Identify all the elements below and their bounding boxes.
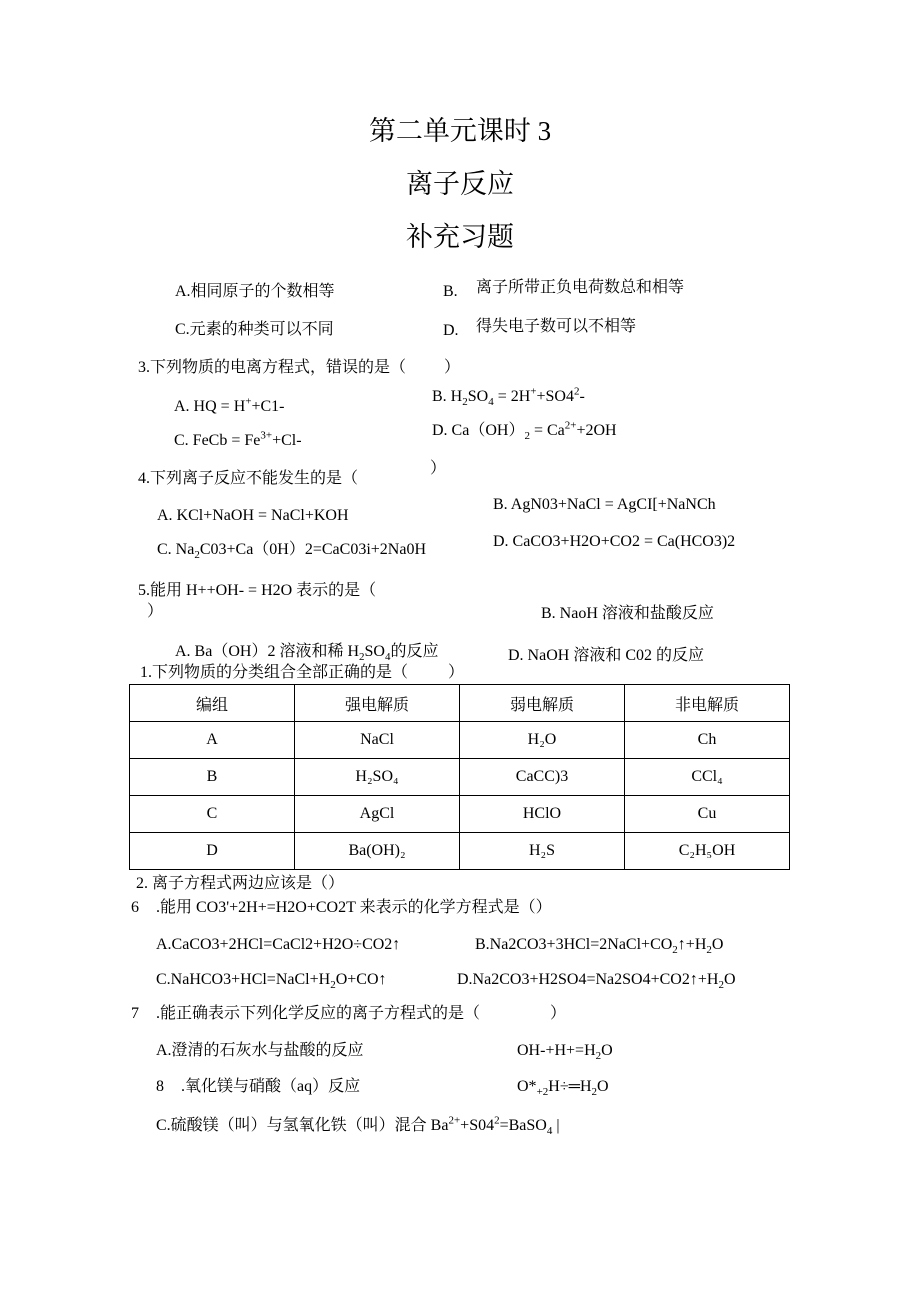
q7-option-c: C.硫酸镁（叫）与氢氧化铁（叫）混合 $Ba^{2+}+S04^2=BaSO_4$ | bbox=[156, 1114, 560, 1138]
q5-paren: ） bbox=[147, 603, 164, 620]
title-lesson: 第二单元课时 3 bbox=[368, 116, 552, 146]
q7-option-b: .氧化镁与硝酸（aq）反应 bbox=[181, 1078, 361, 1095]
classification-table bbox=[129, 684, 790, 870]
table-cell: B bbox=[130, 759, 295, 796]
q3-option-c: C. FeCb = $Fe^{3+}+Cl-$ bbox=[174, 429, 302, 449]
table-row bbox=[130, 833, 790, 870]
table-cell: Ba(OH)₂ bbox=[295, 833, 460, 870]
table-row bbox=[130, 796, 790, 833]
q2-option-d: 得失电子数可以不相等 bbox=[476, 318, 637, 335]
table-row bbox=[130, 722, 790, 759]
q6-number: 6 bbox=[131, 899, 139, 916]
q3-option-d: D. $Ca(OH)_2 = Ca^{2+}+2OH$ bbox=[432, 419, 617, 443]
q3-option-a: A. HQ = H++C1- bbox=[174, 395, 285, 415]
table-header-row bbox=[130, 685, 790, 722]
q1-stem: 1.下列物质的分类组合全部正确的是（ ） bbox=[140, 664, 465, 681]
q4-option-b: B. AgN03+NaCl = AgCI[+NaNCh bbox=[493, 496, 716, 513]
q5-option-d: D. NaOH 溶液和 C02 的反应 bbox=[508, 647, 704, 662]
table-cell: AgCl bbox=[295, 796, 460, 833]
table-cell: A bbox=[130, 722, 295, 759]
q2-option-a: A.相同原子的个数相等 bbox=[175, 283, 335, 300]
table-cell: D bbox=[130, 833, 295, 870]
table-cell: NaCl bbox=[295, 722, 460, 759]
q6-option-c: $C.NaHCO3+HCl=NaCl+H_2O+CO↑$ bbox=[156, 971, 387, 992]
q7-option-b-equation: $O*_{+2}H\div═H_2O$ bbox=[517, 1078, 609, 1099]
q6-stem: .能用 CO3'+2H+=H2O+CO2T 来表示的化学方程式是（） bbox=[156, 899, 552, 916]
q6-option-b: $B.Na2CO3+3HCl=2NaCl+CO_2↑+H_2O$ bbox=[475, 936, 724, 957]
table-header-cell: 强电解质 bbox=[295, 685, 460, 722]
q3-option-b: B. $H_2SO_4 = 2H^++SO4^2-$ bbox=[432, 385, 585, 409]
q2-option-c: C.元素的种类可以不同 bbox=[175, 321, 334, 338]
q5-option-a: A. Ba（OH）2 溶液和稀 $H_2SO_4$的反应 bbox=[175, 643, 439, 664]
q4-option-d: D. CaCO3+H2O+CO2 = Ca(HCO3)2 bbox=[493, 533, 736, 550]
q4-paren: ） bbox=[430, 460, 447, 477]
table-cell: CaCC)3 bbox=[460, 759, 625, 796]
q6-option-a: A.CaCO3+2HCl=CaCl2+H2O÷CO2↑ bbox=[156, 936, 401, 953]
table-cell: HClO bbox=[460, 796, 625, 833]
q6-option-d: $D.Na2CO3+H2SO4=Na2SO4+CO2↑+H_2O$ bbox=[457, 971, 736, 992]
table-cell: C₂H₅OH bbox=[625, 833, 790, 870]
q4-option-a: A. KCl+NaOH = NaCl+KOH bbox=[157, 507, 349, 524]
q2-option-b-label: B. bbox=[443, 283, 458, 300]
table-cell: H₂O bbox=[460, 722, 625, 759]
table-cell: CCl₄ bbox=[625, 759, 790, 796]
q5-option-b: B. NaoH 溶液和盐酸反应 bbox=[541, 605, 714, 622]
q7-option-a-equation: $OH-+H+=H_2O$ bbox=[517, 1042, 613, 1063]
table-header-cell: 弱电解质 bbox=[460, 685, 625, 722]
table-cell: H₂S bbox=[460, 833, 625, 870]
q7-stem: .能正确表示下列化学反应的离子方程式的是（ ） bbox=[156, 1005, 567, 1022]
q3-stem: 3.下列物质的电离方程式，错误的是（ ） bbox=[138, 359, 461, 376]
table-header-cell: 编组 bbox=[130, 685, 295, 722]
q7-number: 7 bbox=[131, 1005, 139, 1022]
q2-option-d-label: D. bbox=[443, 322, 459, 339]
table-cell: C bbox=[130, 796, 295, 833]
q7-option-b-number: 8 bbox=[156, 1078, 164, 1095]
table-cell: H₂SO₄ bbox=[295, 759, 460, 796]
title-topic: 离子反应 bbox=[406, 169, 514, 199]
q4-option-c: C. $Na_2C03+Ca(0H)2=CaC03i+2Na0H$ bbox=[157, 541, 427, 562]
q7-option-a: A.澄清的石灰水与盐酸的反应 bbox=[156, 1042, 364, 1059]
table-cell: Ch bbox=[625, 722, 790, 759]
table-cell: Cu bbox=[625, 796, 790, 833]
table-row bbox=[130, 759, 790, 796]
title-exercises: 补充习题 bbox=[406, 222, 514, 252]
q4-stem: 4.下列离子反应不能发生的是（ bbox=[138, 470, 359, 487]
q2-stem: 2. 离子方程式两边应该是（） bbox=[136, 875, 345, 892]
q5-stem: 5.能用 H++OH- = H2O 表示的是（ bbox=[138, 582, 377, 599]
q2-option-b: 离子所带正负电荷数总和相等 bbox=[476, 279, 685, 296]
table-header-cell: 非电解质 bbox=[625, 685, 790, 722]
